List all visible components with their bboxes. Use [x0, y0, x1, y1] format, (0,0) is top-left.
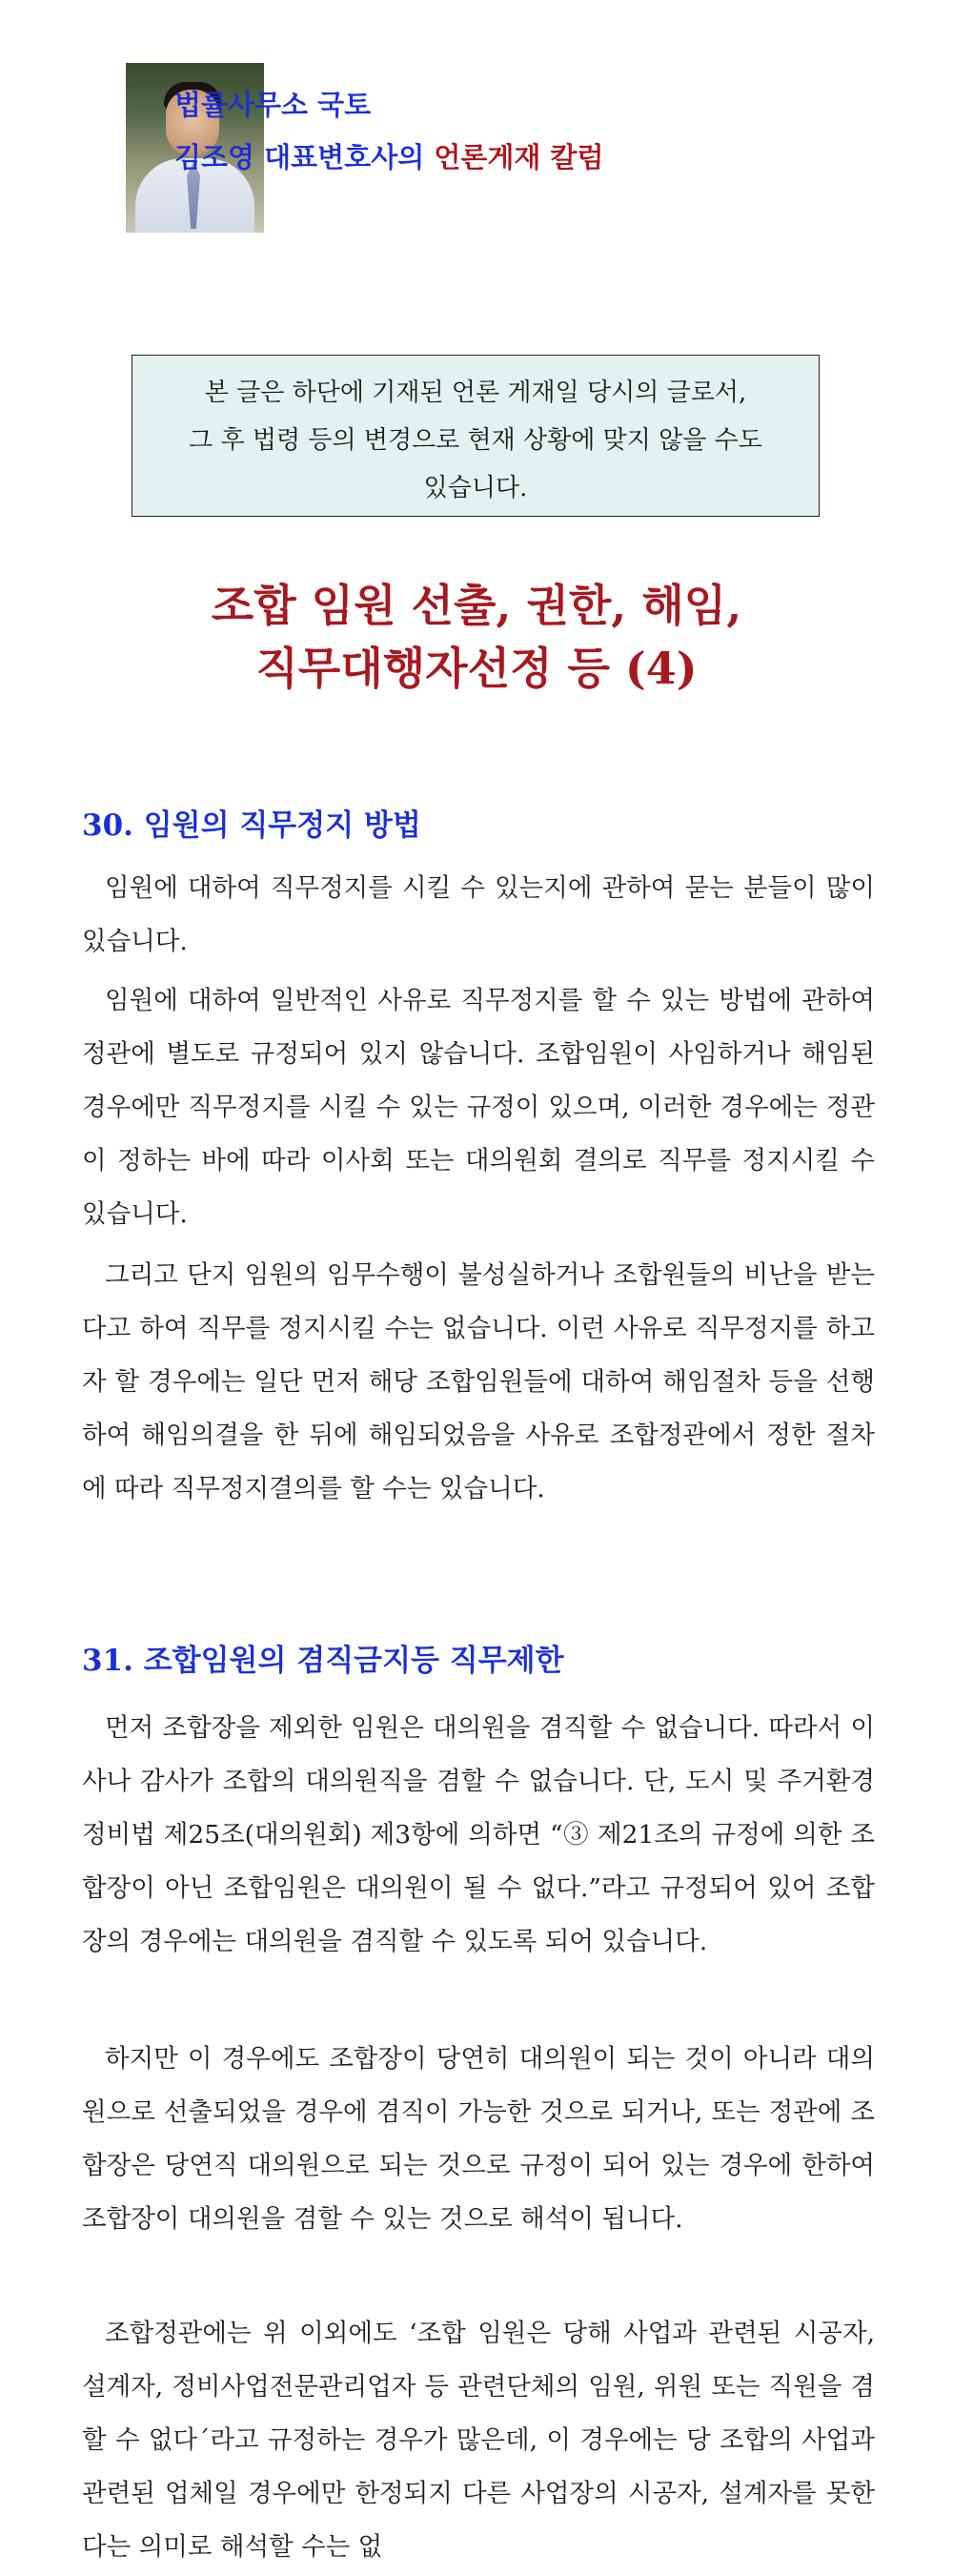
paragraph: 하지만 이 경우에도 조합장이 당연히 대의원이 되는 것이 아니라 대의원으로 선출되었을 경우에 겸직이 가능한 것으로 되거나, 또는 정관에 조합장은 당연직 대의원으로 되는 것으로 규정이 되어 있는 경우에 한하여 조합장이 대의원을 겸할 수 있는 것으로 해석이 됩니다.: [82, 2044, 875, 2234]
paragraph: 임원에 대하여 직무정지를 시킬 수 있는지에 관하여 묻는 분들이 많이 있습니다.: [82, 873, 875, 956]
disclaimer-line: 그 후 법령 등의 변경으로 현재 상황에 맞지 않을 수도: [189, 426, 762, 455]
author-name: 김조영 대표변호사의: [174, 141, 425, 174]
section-heading: 30. 임원의 직무정지 방법: [82, 808, 421, 843]
article-title: [0, 574, 953, 700]
firm-name: 법률사무소 국토: [174, 89, 372, 121]
disclaimer-box: [132, 355, 820, 517]
title-line: 조합 임원 선출, 권한, 해임,: [211, 580, 742, 631]
title-line: 직무대행자선정 등 (4): [255, 643, 698, 694]
paragraph: 조합정관에는 위 이외에도 ‘조합 임원은 당해 사업과 관련된 시공자, 설계자, 정비사업전문관리업자 등 관련단체의 임원, 위원 또는 직원을 겸할 수 없다´라고 규정하는 경우가 많은데, 이 경우에는 당 조합의 사업과 관련된 업체일 경우에만 한정되지 다른 사업장의 시공자, 설계자를 못한다는 의미로 해석할 수는 없: [82, 2319, 875, 2562]
section-heading: 31. 조합임원의 겸직금지등 직무제한: [82, 1644, 564, 1678]
paragraph: 임원에 대하여 일반적인 사유로 직무정지를 할 수 있는 방법에 관하여 정관에 별도로 규정되어 있지 않습니다. 조합임원이 사임하거나 해임된 경우에만 직무정지를 시킬 수 있는 규정이 있으며, 이러한 경우에는 정관이 정하는 바에 따라 이사회 또는 대의원회 결의로 직무를 정지시킬 수 있습니다.: [82, 986, 875, 1229]
paragraph: 그리고 단지 임원의 임무수행이 불성실하거나 조합원들의 비난을 받는다고 하여 직무를 정지시킬 수는 없습니다. 이런 사유로 직무정지를 하고자 할 경우에는 일단 먼저 해당 조합임원들에 대하여 해임절차 등을 선행하여 해임의결을 한 뒤에 해임되었음을 사유로 조합정관에서 정한 절차에 따라 직무정지결의를 할 수는 있습니다.: [82, 1260, 875, 1503]
disclaimer-line: 본 글은 하단에 기재된 언론 게재일 당시의 글로서,: [204, 378, 747, 407]
column-label: 언론게재 칼럼: [434, 141, 604, 174]
paragraph: 먼저 조합장을 제외한 임원은 대의원을 겸직할 수 없습니다. 따라서 이사나 감사가 조합의 대의원직을 겸할 수 없습니다. 단, 도시 및 주거환경정비법 제25조(대의원회) 제3항에 의하면 “③ 제21조의 규정에 의한 조합장이 아닌 조합임원은 대의원이 될 수 없다.”라고 규정되어 있어 조합장의 경우에는 대의원을 겸직할 수 있도록 되어 있습니다.: [82, 1713, 875, 1956]
column-byline: [174, 136, 604, 175]
disclaimer-line: 있습니다.: [423, 474, 528, 502]
